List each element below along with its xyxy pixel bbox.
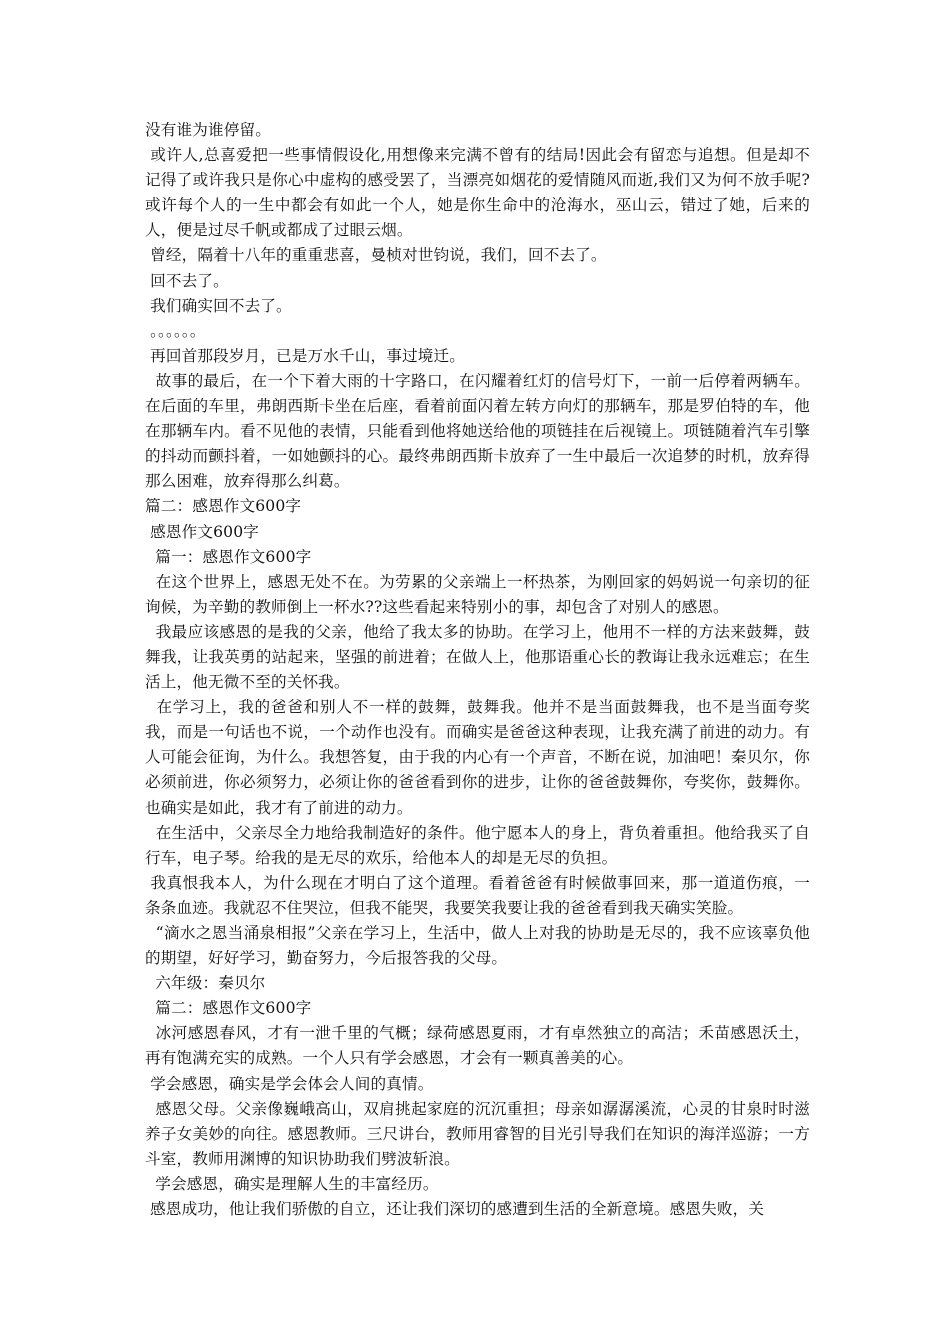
paragraph: 学会感恩，确实是理解人生的丰富经历。: [145, 1174, 439, 1193]
paragraph: 。。。。。。: [145, 321, 206, 340]
paragraph: “滴水之恩当涌泉相报”父亲在学习上，生活中，做人上对我的协助是无尽的，我不应该辜负他的期望，好好学习，勤奋努力，今后报答我的父母。: [145, 924, 810, 968]
paragraph: 感恩父母。父亲像巍峨高山，双肩挑起家庭的沉沉重担；母亲如潺潺溪流，心灵的甘泉时时滋养子女美妙的向往。感恩教师。三尺讲台，教师用睿智的目光引导我们在知识的海洋巡游；一方斗室，教师用渊博的知识协助我们劈波斩浪。: [145, 1099, 810, 1168]
paragraph: 学会感恩，确实是学会体会人间的真情。: [145, 1074, 434, 1093]
paragraph: 在生活中，父亲尽全力地给我制造好的条件。他宁愿本人的身上，背负着重担。他给我买了自行车，电子琴。给我的是无尽的欢乐，给他本人的却是无尽的负担。: [145, 823, 810, 867]
paragraph: 或许人,总喜爱把一些事情假设化,用想像来完满不曾有的结局!因此会有留恋与追想。但是却不记得了或许我只是你心中虚构的感受罢了，当漂亮如烟花的爱情随风而逝,我们又为何不放手呢?或许每个人的一生中都会有如此一个人，她是你生命中的沧海水，巫山云，错过了她，后来的人，便是过尽千帆或都成了过眼云烟。: [145, 146, 810, 240]
subsection-heading: 篇二：感恩作文600字: [145, 999, 312, 1018]
paragraph: 感恩成功，他让我们骄傲的自立，还让我们深切的感遭到生活的全新意境。感恩失败，关: [145, 1200, 765, 1219]
paragraph: 冰河感恩春风，才有一泄千里的气概；绿荷感恩夏雨，才有卓然独立的高洁；禾苗感恩沃土，再有饱满充实的成熟。一个人只有学会感恩，才会有一颗真善美的心。: [145, 1024, 810, 1068]
paragraph: 没有谁为谁停留。: [145, 121, 271, 139]
article-title: 感恩作文600字: [145, 522, 260, 541]
paragraph: 我真恨我本人，为什么现在才明白了这个道理。看着爸爸有时候做事回来，那一道道伤痕，一条条血迹。我就忍不住哭泣，但我不能哭，我要笑我要让我的爸爸看到我天确实笑脸。: [145, 873, 811, 917]
author-line: 六年级：秦贝尔: [145, 974, 266, 993]
subsection-heading: 篇一：感恩作文600字: [145, 547, 312, 566]
paragraph: 再回首那段岁月，已是万水千山，事过境迁。: [145, 346, 465, 365]
paragraph: 我最应该感恩的是我的父亲，他给了我太多的协助。在学习上，他用不一样的方法来鼓舞，鼓舞我，让我英勇的站起来，坚强的前进着；在做人上，他那语重心长的教诲让我永远难忘；在生活上，他无微不至的关怀我。: [145, 622, 810, 692]
section-heading: 篇二：感恩作文600字: [145, 497, 302, 516]
paragraph: 曾经，隔着十八年的重重悲喜，曼桢对世钧说，我们，回不去了。: [145, 246, 607, 265]
paragraph: 回不去了。: [145, 271, 229, 290]
paragraph: 在学习上，我的爸爸和别人不一样的鼓舞，鼓舞我。他并不是当面鼓舞我，也不是当面夸奖我，而是一句话也不说，一个动作也没有。而确实是爸爸这种表现，让我充满了前进的动力。有人可能会征询，为什么。我想答复，由于我的内心有一个声音，不断在说，加油吧！秦贝尔，你必须前进，你必须努力，必须让你的爸爸看到你的进步，让你的爸爸鼓舞你，夸奖你，鼓舞你。也确实是如此，我才有了前进的动力。: [145, 698, 810, 817]
paragraph: 故事的最后，在一个下着大雨的十字路口，在闪耀着红灯的信号灯下，一前一后停着两辆车。在后面的车里，弗朗西斯卡坐在后座，看着前面闪着左转方向灯的那辆车，那是罗伯特的车，他在那辆车内。看不见他的表情，只能看到他将她送给他的项链挂在后视镜上。项链随着汽车引擎的抖动而颤抖着，一如她颤抖的心。最终弗朗西斯卡放弃了一生中最后一次追梦的时机，放弃得那么困难，放弃得那么纠葛。: [145, 371, 810, 491]
paragraph: 我们确实回不去了。: [145, 296, 292, 315]
document-page: [145, 118, 810, 1222]
paragraph: 在这个世界上，感恩无处不在。为劳累的父亲端上一杯热茶，为刚回家的妈妈说一句亲切的征询候，为辛勤的教师倒上一杯水??这些看起来特别小的事，却包含了对别人的感恩。: [145, 572, 810, 616]
